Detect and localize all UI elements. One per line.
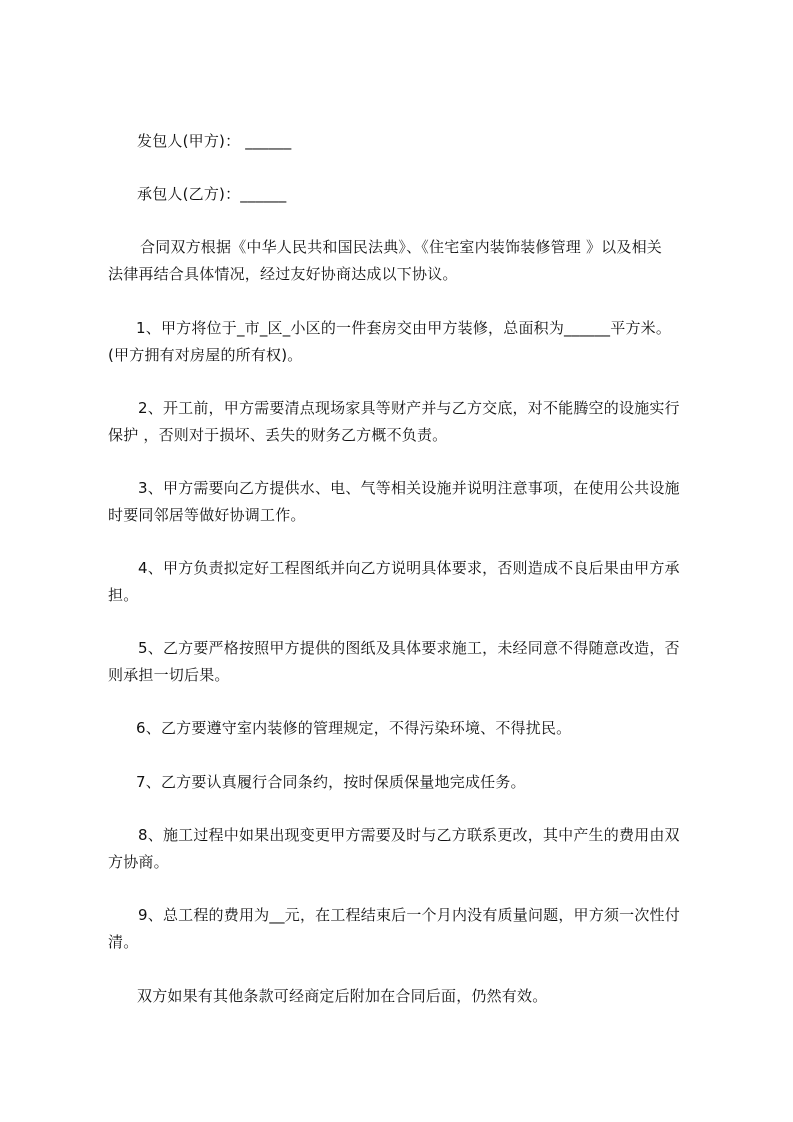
clause-2-line-1: 2、开工前，甲方需要清点现场家具等财产并与乙方交底，对不能腾空的设施实行 [138,399,680,417]
clause-5-line-1: 5、乙方要严格按照甲方提供的图纸及具体要求施工，未经同意不得随意改造，否 [138,639,680,657]
clause-6-line-1: 6、乙方要遵守室内装修的管理规定，不得污染环境、不得扰民。 [136,719,572,737]
clause-3-line-2: 时要同邻居等做好协调工作。 [108,506,306,524]
intro-line-2: 法律再结合具体情况，经过友好协商达成以下协议。 [108,265,458,283]
intro-line-1: 合同双方根据《中华人民共和国民法典》、《住宅室内装饰装修管理 》以及相关 [140,238,662,256]
clause-1-line-1: 1、甲方将位于_市_区_小区的一件套房交由甲方装修，总面积为______平方米。 [136,319,672,337]
party-b-line: 承包人(乙方)：______ [137,185,287,203]
clause-8-line-1: 8、施工过程中如果出现变更甲方需要及时与乙方联系更改，其中产生的费用由双 [138,826,680,844]
clause-2-line-2: 保护 ，否则对于损坏、丢失的财务乙方概不负责。 [108,426,448,444]
closing-line: 双方如果有其他条款可经商定后附加在合同后面，仍然有效。 [137,987,548,1005]
clause-4-line-1: 4、甲方负责拟定好工程图纸并向乙方说明具体要求，否则造成不良后果由甲方承 [138,559,680,577]
clause-8-line-2: 方协商。 [108,853,169,871]
clause-5-line-2: 则承担一切后果。 [108,666,230,684]
clause-9-line-2: 清。 [108,933,139,951]
clause-3-line-1: 3、甲方需要向乙方提供水、电、气等相关设施并说明注意事项，在使用公共设施 [138,479,680,497]
clause-7-line-1: 7、乙方要认真履行合同条约，按时保质保量地完成任务。 [136,773,526,791]
clause-9-line-1: 9、总工程的费用为__元，在工程结束后一个月内没有质量问题，甲方须一次性付 [138,906,680,924]
clause-1-line-2: (甲方拥有对房屋的所有权)。 [108,346,303,364]
party-a-line: 发包人(甲方)： ______ [137,132,292,150]
clause-4-line-2: 担。 [108,586,139,604]
